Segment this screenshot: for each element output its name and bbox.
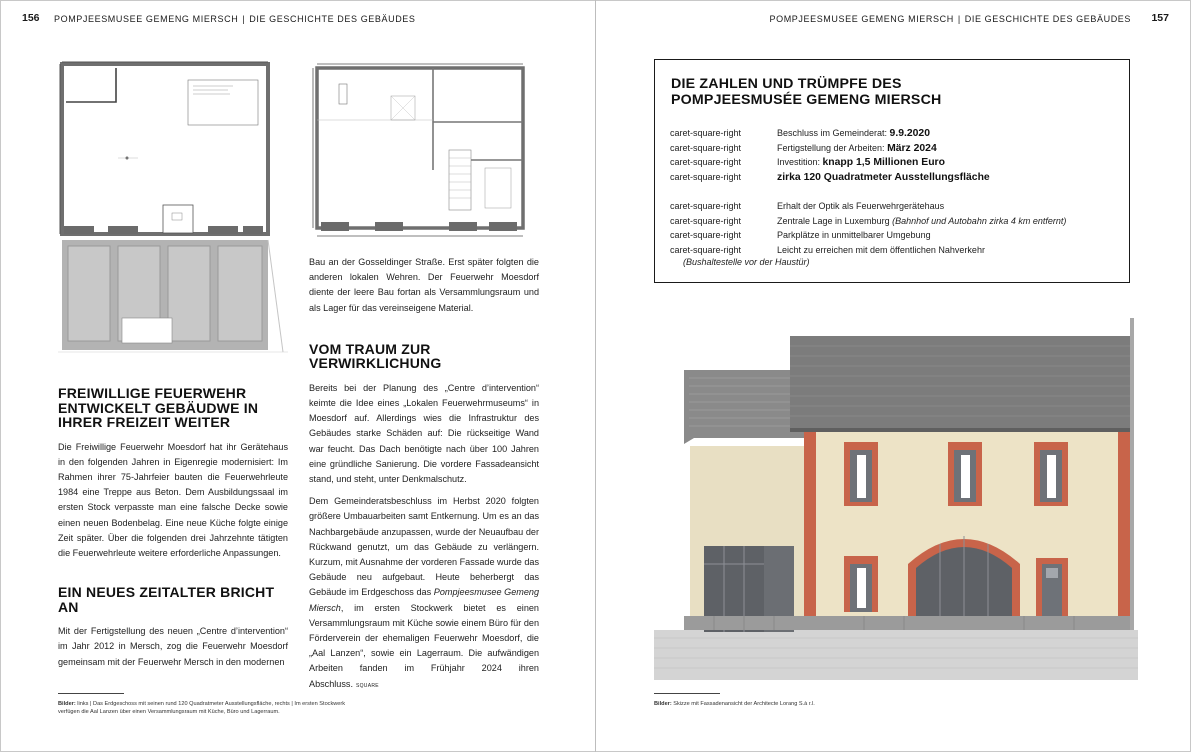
paragraph-modernisation: Die Freiwillige Feuerwehr Moesdorf hat ihr Gerätehaus in den folgenden Jahren in Eigenregie modernisiert: Im Rahmen ihrer 75-Jahrfeier bauten die Feuerwehrleute 1984 eine Treppe aus Beton. Dem Ausbildungssaal im ersten Stock verpasste man eine falsche Decke sowie einen neuen Bodenbelag. Eine neue Küche folgte einige Zeit später. Über die folgenden drei Jahrzehnte tätigten die Feuerwehrleute weitere erforderliche Anpassungen. (58, 441, 288, 558)
facts-title-line-1: DIE ZAHLEN UND TRÜMPFE DES (671, 76, 902, 92)
running-header-title: POMPJEESMUSEE GEMENG MIERSCH (769, 14, 954, 24)
footnote-rule (654, 693, 720, 694)
caption-label: Bilder: (654, 701, 672, 707)
perk-text: Parkplätze in unmittelbarer Umgebung (777, 230, 931, 240)
paragraph-construction (309, 494, 539, 694)
fact-text (777, 170, 990, 186)
perk-note-bus-stop: (Bushaltestelle vor der Haustür) (683, 257, 810, 267)
paragraph-new-era: Mit der Fertigstellung des neuen „Centre d’intervention“ im Jahr 2012 in Mersch, zog die Feuerwehr Moesdorf gemeinsam mit der Feuerwehr Mersch in den modernen (58, 626, 288, 667)
paragraph-construction-part-2: , im ersten Stockwerk bietet es einen Versammlungsraum mit Küche sowie einem Büro für den Förderverein der ehemaligen Feuerwehr Moesdorf, die „Aal Lanzen“, sowie ein Lagerraum. Die aufwändigen Arbeiten fanden im Frühjahr 2024 ihren Abschluss. (309, 602, 539, 689)
heading-dream-to-reality: VOM TRAUM ZUR VERWIRKLICHUNG (309, 340, 442, 372)
heading-volunteer-fire-brigade: FREIWILLIGE FEUERWEHR ENTWICKELT GEBÄUDWE IN IHRER FREIZEIT WEITER (58, 385, 259, 430)
caption-text: Skizze mit Fassadenansicht der Architecte Lorang S.à r.l. (673, 701, 815, 707)
spacer (309, 487, 539, 494)
image-caption (58, 700, 358, 716)
byline-square: SQUARE (355, 682, 379, 689)
heading-new-era: EIN NEUES ZEITALTER BRICHT AN (58, 584, 275, 615)
fact-text (777, 155, 945, 171)
fact-text (777, 141, 937, 157)
ground-floor-plan (58, 60, 288, 360)
perk-label: Zentrale Lage in Luxemburg (777, 215, 893, 226)
first-floor-plan-drawing (309, 60, 539, 242)
fact-value: März 2024 (887, 142, 937, 154)
text-column-left (58, 386, 288, 670)
fact-value: 9.9.2020 (889, 128, 930, 139)
caret-square-right-icon: caret-square-right (670, 201, 742, 211)
facade-elevation (654, 318, 1138, 685)
caret-square-right-icon: caret-square-right (670, 244, 742, 255)
running-header-section: DIE GESCHICHTE DES GEBÄUDES (249, 14, 416, 24)
perk-text (777, 214, 1066, 229)
spacer (309, 316, 539, 342)
running-header-title: POMPJEESMUSEE GEMENG MIERSCH (54, 14, 239, 24)
perk-text: Erhalt der Optik als Feuerwehrgerätehaus (777, 201, 945, 211)
running-header-separator: | (242, 14, 246, 24)
caption-label: Bilder: (58, 701, 76, 707)
fact-value: knapp 1,5 Millionen Euro (822, 157, 945, 168)
left-page (0, 0, 595, 752)
image-caption (654, 700, 974, 708)
running-header-section: DIE GESCHICHTE DES GEBÄUDES (964, 14, 1131, 24)
page-number: 156 (22, 12, 40, 24)
fact-value: zirka 120 Quadratmeter Ausstellungsfläche (777, 171, 990, 183)
text-column-right (309, 255, 539, 694)
caret-square-right-icon: caret-square-right (670, 142, 742, 153)
fact-label: Fertigstellung der Arbeiten: (777, 142, 888, 153)
museum-name: Pompjeesmusee Gemeng Miersch (309, 587, 540, 613)
caret-square-right-icon: caret-square-right (670, 230, 742, 240)
facts-box (654, 59, 1130, 283)
fact-label: Investition: (777, 157, 823, 167)
spacer (58, 561, 288, 585)
right-page (596, 0, 1191, 752)
running-header-separator: | (957, 14, 961, 24)
running-header (54, 14, 416, 24)
ground-floor-plan-drawing (58, 60, 288, 360)
facts-title (671, 76, 941, 108)
perk-note: (Bahnhof und Autobahn zirka 4 km entfernt) (892, 215, 1067, 226)
footnote-rule (58, 693, 124, 694)
caption-text: links | Das Erdgeschoss mit seinen rund 120 Quadratmeter Ausstellungsfläche, rechts | Im ersten Stockwerk verfügen die Aal Lanzen über einen Versammlungsraum mit Küche, Büro und Lagerraum. (58, 701, 346, 715)
fact-label: Beschluss im Gemeinderat: (777, 128, 890, 138)
facts-title-line-2: POMPJEESMUSÉE GEMENG MIERSCH (671, 92, 942, 108)
paragraph-gosseldinger: Bau an der Gosseldinger Straße. Erst später folgten die anderen lokalen Wehren. Der Feuerwehr Moesdorf diente der leere Bau fortan als Versammlungsraum und als Lager für das vereinseigene Material. (309, 257, 539, 313)
caret-square-right-icon: caret-square-right (670, 215, 742, 226)
caret-square-right-icon: caret-square-right (670, 128, 742, 138)
facade-elevation-drawing (654, 318, 1138, 680)
caret-square-right-icon: caret-square-right (670, 157, 742, 167)
page-number: 157 (1151, 12, 1169, 24)
paragraph-construction-part-1: Dem Gemeinderatsbeschluss im Herbst 2020 folgten größere Umbauarbeiten samt Entkernung. Um es an das Nachbargebäude anzupassen, wurde der Neuaufbau der Rückwand genutzt, um das Gebäude zu verlängern. Kurzum, mit Ausnahme der vorderen Fassade wurde das Gebäude neu aufgebaut. Heute beherbergt das Gebäude im Erdgeschoss das (309, 496, 539, 598)
paragraph-planning: Bereits bei der Planung des „Centre d’intervention“ keimte die Idee eines „Lokalen Feuerwehrmuseums“ in Moesdorf auf. Allerdings wies die Infrastruktur des Gebäudes starke Schäden auf: Die rückseitige Wand war feucht. Das Dach benötigte nach über 100 Jahren eine gründliche Sanierung. Die vordere Fassadeansicht stand, und steht, unter Denkmalschutz. (309, 382, 539, 485)
first-floor-plan (309, 60, 539, 242)
caret-square-right-icon: caret-square-right (670, 171, 742, 182)
fact-text (777, 126, 930, 142)
running-header (769, 14, 1131, 24)
perk-text: Leicht zu erreichen mit dem öffentlichen Nahverkehr (777, 244, 985, 255)
